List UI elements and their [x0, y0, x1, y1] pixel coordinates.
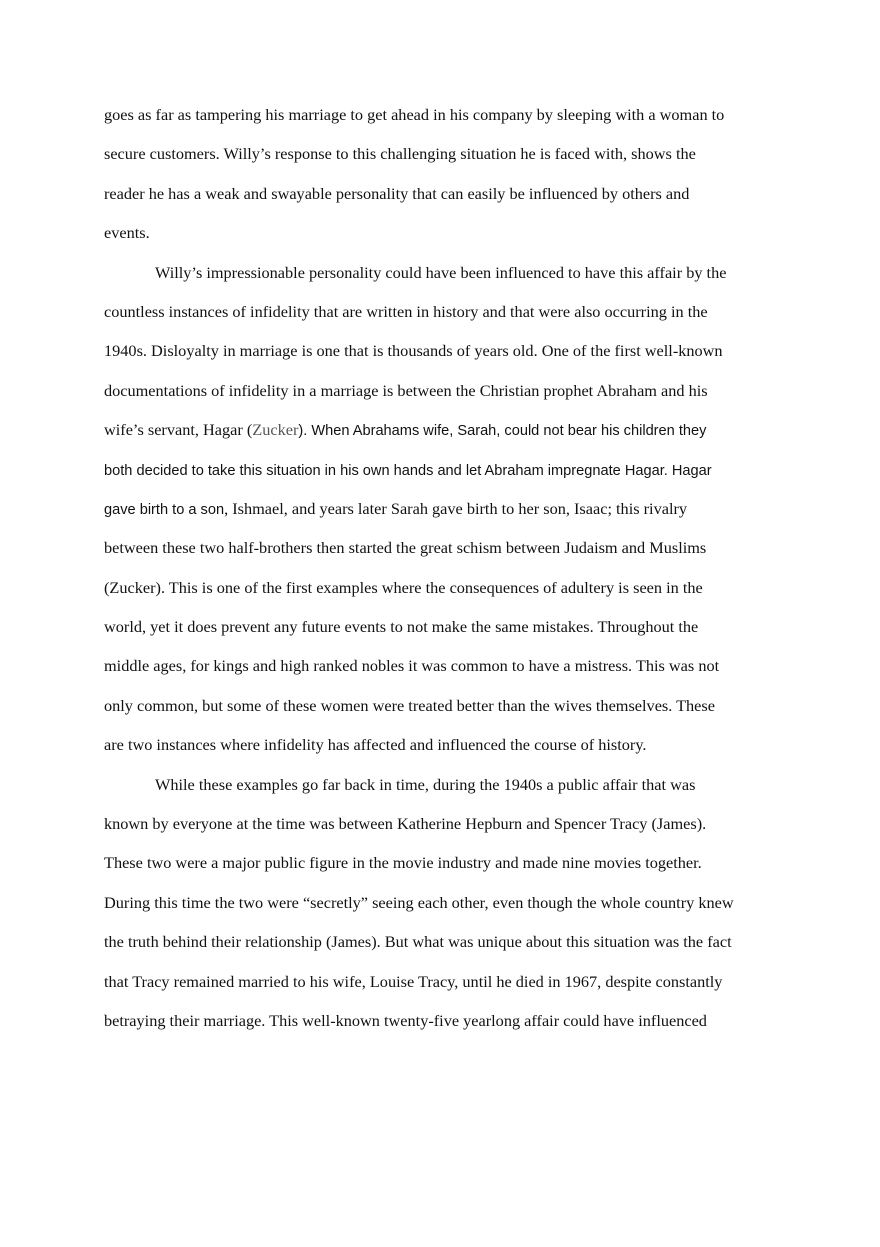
- text-line: [104, 134, 784, 173]
- text-line: [104, 253, 784, 292]
- text-segment: While these examples go far back in time, during the 1940s a public affair that was: [155, 774, 696, 794]
- text-segment: goes as far as tampering his marriage to get ahead in his company by sleeping with a woman to: [104, 105, 725, 124]
- document-body: [104, 95, 784, 1040]
- citation: Zucker: [252, 420, 299, 440]
- text-segment: ). When Abrahams wife, Sarah, could not bear his children they: [298, 423, 707, 440]
- text-segment: middle ages, for kings and high ranked nobles it was common to have a mistress. This was not: [104, 656, 720, 676]
- text-segment: are two instances where infidelity has affected and influenced the course of history.: [104, 735, 647, 755]
- text-segment: These two were a major public figure in the movie industry and made nine movies together.: [104, 853, 702, 873]
- text-line: [104, 804, 784, 843]
- text-segment: During this time the two were “secretly” seeing each other, even though the whole country knew: [104, 892, 734, 912]
- text-line: [104, 213, 784, 252]
- text-line: [104, 843, 784, 882]
- text-line: [104, 646, 784, 685]
- text-line: [104, 331, 784, 370]
- text-segment: (Zucker). This is one of the first examples where the consequences of adultery is seen in the: [104, 577, 703, 597]
- text-line: [104, 922, 784, 961]
- text-line: [104, 410, 784, 449]
- text-line: [104, 450, 784, 489]
- text-segment: 1940s. Disloyalty in marriage is one that is thousands of years old. One of the first well-known: [104, 341, 723, 361]
- text-line: [104, 95, 784, 134]
- text-segment: reader he has a weak and swayable personality that can easily be influenced by others and: [104, 183, 690, 203]
- text-line: [104, 725, 784, 764]
- text-line: [104, 489, 784, 528]
- text-segment: betraying their marriage. This well-known twenty-five yearlong affair could have influenced: [104, 1010, 707, 1030]
- text-line: [104, 962, 784, 1001]
- text-segment: secure customers. Willy’s response to this challenging situation he is faced with, shows the: [104, 144, 696, 164]
- text-segment: gave birth to a son: [104, 501, 225, 518]
- text-segment: that Tracy remained married to his wife, Louise Tracy, until he died in 1967, despite constantly: [104, 971, 723, 991]
- text-line: [104, 568, 784, 607]
- text-segment: countless instances of infidelity that are written in history and that were also occurring in the: [104, 301, 708, 321]
- text-segment: both decided to take this situation in his own hands and let Abraham impregnate Hagar. Hagar: [104, 462, 712, 479]
- text-line: [104, 883, 784, 922]
- text-line: [104, 1001, 784, 1040]
- text-line: [104, 528, 784, 567]
- text-segment: , Ishmael, and years later Sarah gave birth to her son, Isaac; this rivalry: [224, 498, 688, 518]
- text-line: [104, 292, 784, 331]
- text-segment: documentations of infidelity in a marriage is between the Christian prophet Abraham and his: [104, 380, 708, 400]
- text-segment: the truth behind their relationship (James). But what was unique about this situation was the fact: [104, 932, 732, 952]
- text-line: [104, 371, 784, 410]
- text-segment: only common, but some of these women were treated better than the wives themselves. These: [104, 695, 715, 715]
- text-line: [104, 607, 784, 646]
- text-segment: known by everyone at the time was between Katherine Hepburn and Spencer Tracy (James).: [104, 814, 707, 834]
- text-line: [104, 174, 784, 213]
- text-segment: events.: [104, 223, 150, 243]
- text-segment: wife’s servant, Hagar (: [104, 420, 253, 440]
- text-line: [104, 765, 784, 804]
- text-segment: Willy’s impressionable personality could have been influenced to have this affair by the: [155, 262, 727, 282]
- text-segment: between these two half-brothers then started the great schism between Judaism and Muslims: [104, 538, 707, 558]
- text-line: [104, 686, 784, 725]
- text-segment: world, yet it does prevent any future events to not make the same mistakes. Throughout the: [104, 617, 699, 637]
